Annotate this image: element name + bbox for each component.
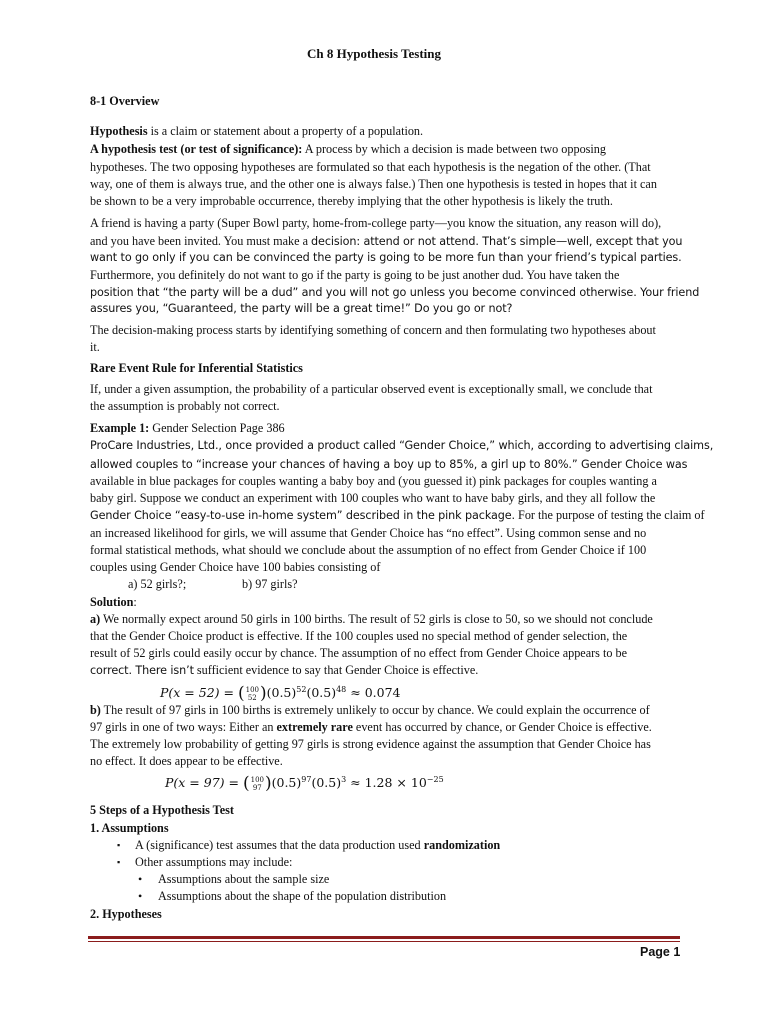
solution-b-line2-c: event has occurred by chance, or Gender Choice is effective.	[352, 720, 652, 734]
party-line5-sans: position that “the party will be a dud” and you will not go unless you become convinced otherwise.	[90, 286, 637, 299]
party-line4: Furthermore, you definitely do not want to go if the party is going to be just another dud. You have taken the	[90, 268, 620, 282]
hyp-test-line2: hypotheses. The two opposing hypotheses are formulated so that each hypothesis is the negation of the other. (That	[90, 160, 651, 174]
party-line2	[90, 233, 682, 250]
example1-line2-sans: allowed couples to “increase your chances of having a boy up to 85%, a girl up to 80%.”	[90, 458, 578, 471]
example1-line2	[90, 456, 687, 473]
solution-b-line4: no effect. It does appear to be effective.	[90, 754, 283, 768]
randomization-text: randomization	[423, 838, 501, 852]
hypothesis-text: is a claim or statement about a property of a population.	[147, 124, 424, 138]
solution-a-line4-tail: sufficient evidence to say that Gender Choice is effective.	[193, 663, 479, 677]
party-line5	[90, 284, 699, 301]
eq2-lhs: P(x = 97) =	[165, 775, 243, 791]
step-1-assumptions: 1. Assumptions	[90, 821, 169, 835]
equation-2: P(x = 97) = ( 100 97 )$(0.5)^{97}(0.5)^3 \approx 1.28 \times 10^{-25}$	[165, 773, 444, 794]
eq1-lhs: P(x = 52) =	[160, 685, 238, 701]
square-bullet-icon: ▪	[117, 857, 121, 867]
solution-b-line3: The extremely low probability of getting 97 girls is strong evidence against the assumption that Gender Choice has	[90, 737, 651, 751]
dot-bullet-icon: •	[138, 889, 143, 903]
solution-colon: :	[133, 595, 137, 609]
example1-line2-tail: Gender Choice was	[577, 458, 688, 471]
example1-line5-tail: For the purpose of testing the claim of	[515, 508, 705, 522]
solution-b-line2	[90, 719, 652, 735]
hyp-test-line4: be shown to be a very improbable occurrence, thereby implying that the other hypothesis is likely the truth.	[90, 194, 613, 208]
solution-a-line2: that the Gender Choice product is effective. If the 100 couples used no special method of gender selection, the	[90, 629, 628, 643]
step1-bullet-1	[135, 837, 500, 853]
party-line5-tail: Your friend	[636, 286, 700, 299]
equation-1: P(x = 52) = ( 100 52 )$(0.5)^{52}(0.5)^{48} \approx 0.074$	[160, 683, 401, 704]
example1-line1: ProCare Industries, Ltd., once provided a product called “Gender Choice,” which, according to advertising claims,	[90, 439, 714, 452]
step-2-hypotheses: 2. Hypotheses	[90, 907, 162, 921]
solution-b-line2-a: 97 girls in one of two ways: Either an	[90, 720, 277, 734]
hyp-test-line1	[90, 141, 606, 157]
page-title: Ch 8 Hypothesis Testing	[307, 46, 442, 61]
extremely-rare-text: extremely rare	[276, 720, 353, 734]
solution-a-line4-sans: correct. There isn’t	[90, 664, 194, 677]
solution-a-line3: result of 52 girls could easily occur by chance. The assumption of no effect from Gender Choice appears to be	[90, 646, 627, 660]
party-line2-sans: decision: attend or not attend. That’s simple—well, except that you	[311, 235, 683, 248]
hyp-test-line3: way, one of them is always true, and the other one is always false.) Then one hypothesis is tested in hopes that it can	[90, 177, 657, 191]
solution-b-label: b)	[90, 703, 101, 717]
party-line1: A friend is having a party (Super Bowl party, home-from-college party—you know the situation, any reason will do),	[90, 216, 662, 230]
example1-line7: formal statistical methods, what should we conclude about the assumption of no effect from Gender Choice if 100	[90, 543, 647, 557]
example1-option-a: a) 52 girls?;	[128, 577, 187, 591]
steps-heading: 5 Steps of a Hypothesis Test	[90, 803, 234, 817]
hypothesis-definition	[90, 123, 423, 139]
solution-label	[90, 594, 137, 610]
example1-line8: couples using Gender Choice have 100 babies consisting of	[90, 560, 381, 574]
example1-line5-sans: Gender Choice “easy-to-use in-home system” described in the pink package.	[90, 509, 515, 522]
example1-option-b: b) 97 girls?	[242, 577, 298, 591]
square-bullet-icon: ▪	[117, 840, 121, 850]
example1-heading	[90, 420, 285, 436]
example1-line5	[90, 507, 705, 524]
page-number: Page 1	[640, 945, 681, 959]
eq2-binomial: 100 97	[250, 775, 264, 792]
rare-event-line1: If, under a given assumption, the probability of a particular observed event is exceptionally small, we conclude that	[90, 382, 653, 396]
solution-a-line4	[90, 662, 478, 679]
solution-a-text: We normally expect around 50 girls in 100 births. The result of 52 girls is close to 50, so we should not conclude	[100, 612, 653, 626]
example1-label: Example 1:	[90, 421, 150, 435]
step1-subbullet-2: Assumptions about the shape of the population distribution	[158, 889, 447, 903]
section-heading-overview: 8-1 Overview	[90, 94, 160, 108]
party-line6: assures you, “Guaranteed, the party will be a great time!” Do you go or not?	[90, 302, 513, 315]
hyp-test-term: A hypothesis test (or test of significance):	[90, 142, 303, 156]
dot-bullet-icon: •	[138, 872, 143, 886]
rare-event-heading: Rare Event Rule for Inferential Statistics	[90, 361, 303, 375]
step1-subbullet-1: Assumptions about the sample size	[158, 872, 330, 886]
solution-b-text: The result of 97 girls in 100 births is extremely unlikely to occur by chance. We could explain the occurrence of	[100, 703, 650, 717]
party-line2-serif: and you have been invited. You must make a	[90, 234, 312, 248]
eq1-binomial: 100 52	[245, 685, 259, 702]
example1-line6: an increased likelihood for girls, we will assume that Gender Choice has “no effect”. Using common sense and no	[90, 526, 647, 540]
hyp-test-text: A process by which a decision is made between two opposing	[302, 142, 606, 156]
rare-event-line2: the assumption is probably not correct.	[90, 399, 280, 413]
footer-rule-thick	[88, 936, 680, 939]
solution-a-line1	[90, 611, 653, 627]
footer-rule-thin	[88, 941, 680, 942]
hypothesis-term: Hypothesis	[90, 124, 148, 138]
step1-bullet-1-text: A (significance) test assumes that the data production used	[135, 838, 424, 852]
example1-line3: available in blue packages for couples wanting a baby boy and (you guessed it) pink packages for couples wanting a	[90, 474, 657, 488]
step1-bullet-2: Other assumptions may include:	[135, 855, 293, 869]
example1-line4: baby girl. Suppose we conduct an experiment with 100 couples who want to have baby girls, and they all follow the	[90, 491, 656, 505]
solution-label-text: Solution	[90, 595, 134, 609]
solution-a-label: a)	[90, 612, 101, 626]
solution-b-line1	[90, 702, 650, 718]
decision-line1: The decision-making process starts by identifying something of concern and then formulating two hypotheses about	[90, 323, 656, 337]
party-line3: want to go only if you can be convinced the party is going to be more fun than your friend’s typical parties.	[90, 251, 682, 264]
decision-line2: it.	[90, 340, 100, 354]
example1-ref: Gender Selection Page 386	[149, 421, 285, 435]
